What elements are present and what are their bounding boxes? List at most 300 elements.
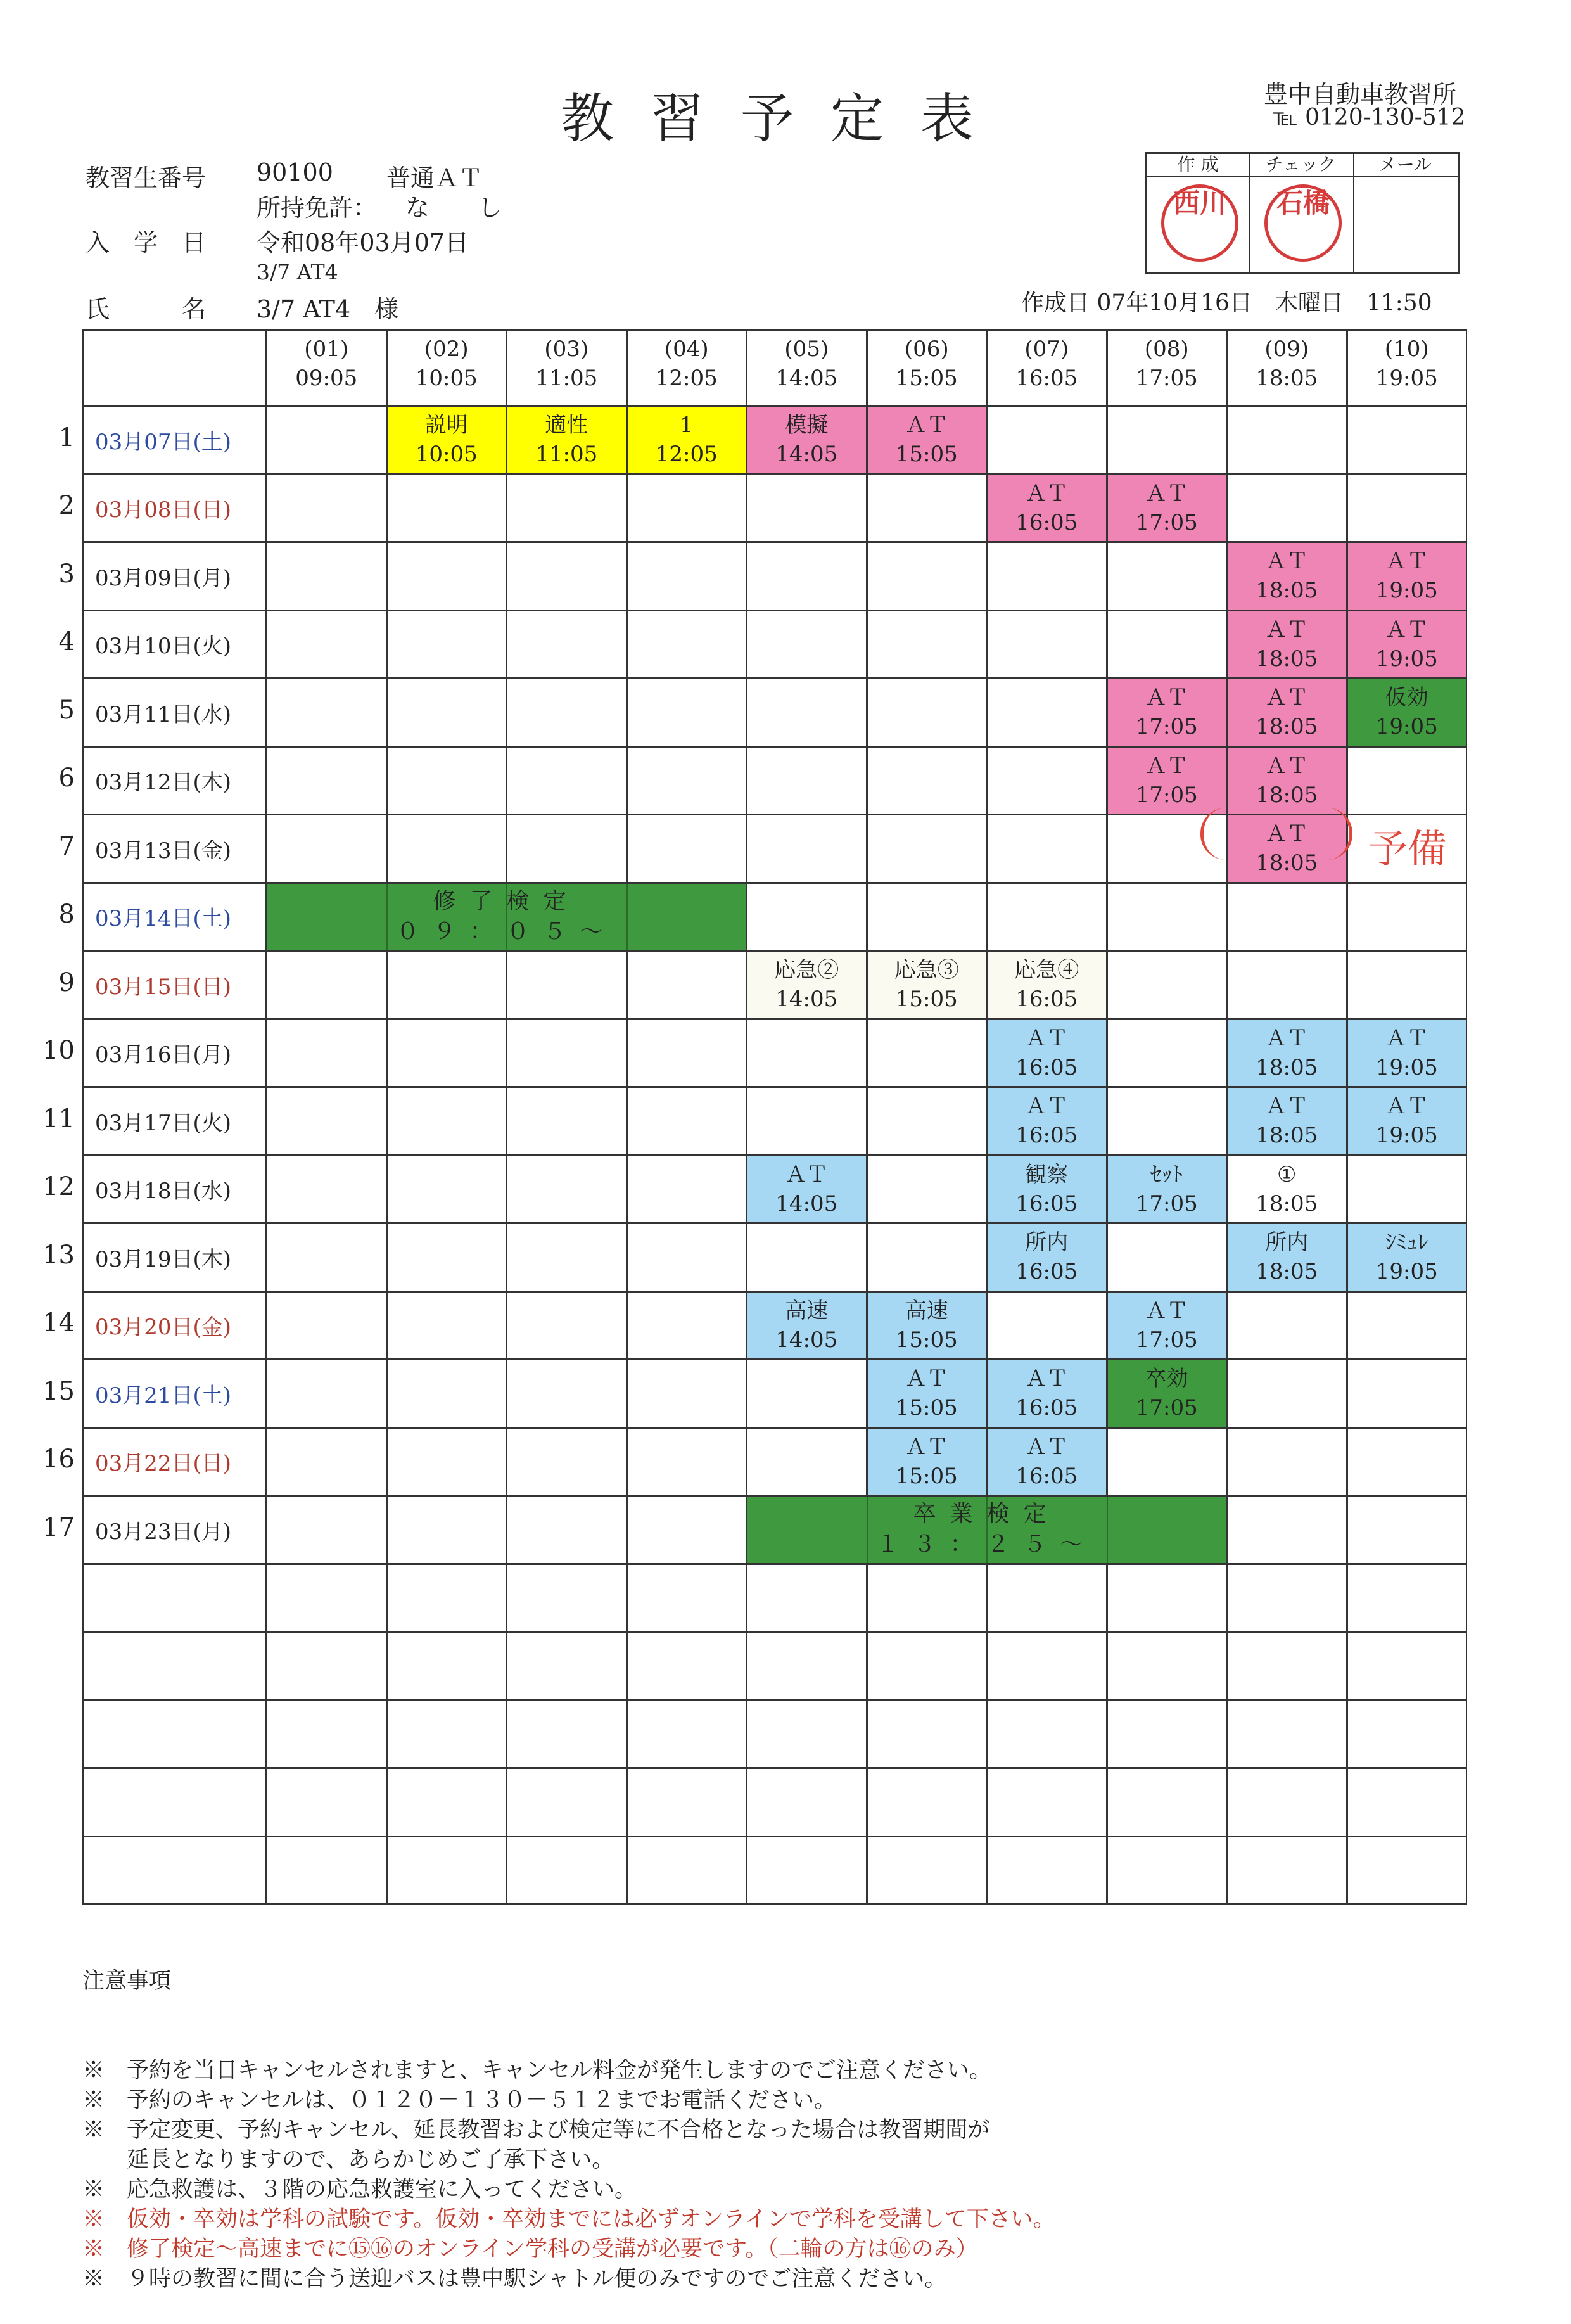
slot-cell[interactable] bbox=[266, 1564, 387, 1633]
slot-cell[interactable] bbox=[386, 1223, 507, 1292]
slot-cell[interactable] bbox=[1107, 883, 1228, 952]
slot-cell[interactable] bbox=[626, 814, 747, 883]
created-date: 作成日 07年10月16日 木曜日 11:50 bbox=[1021, 290, 1432, 316]
slot-cell[interactable] bbox=[1347, 1768, 1468, 1837]
slot-cell[interactable] bbox=[1347, 1359, 1468, 1428]
slot-cell[interactable] bbox=[746, 883, 867, 952]
slot-cell[interactable] bbox=[986, 746, 1107, 815]
slot-cell[interactable] bbox=[386, 1631, 507, 1701]
slot-cell[interactable] bbox=[626, 542, 747, 611]
slot-cell[interactable] bbox=[746, 1359, 867, 1428]
course-type: 普通ＡＴ bbox=[386, 164, 483, 192]
lesson-type: 1 bbox=[679, 412, 694, 438]
lesson-slot[interactable] bbox=[1107, 474, 1228, 543]
slot-cell[interactable] bbox=[386, 474, 507, 543]
lesson-time: 16:05 bbox=[1015, 509, 1078, 535]
lesson-time: 19:05 bbox=[1375, 646, 1438, 672]
slot-cell[interactable] bbox=[386, 1836, 507, 1905]
lesson-slot[interactable] bbox=[986, 474, 1107, 543]
slot-cell[interactable] bbox=[1226, 1700, 1347, 1769]
slot-cell[interactable] bbox=[266, 1087, 387, 1156]
lesson-slot[interactable] bbox=[1107, 1291, 1228, 1360]
slot-cell[interactable] bbox=[1347, 950, 1468, 1019]
exam-block[interactable] bbox=[266, 883, 747, 952]
slot-cell[interactable] bbox=[386, 1564, 507, 1633]
slot-cell[interactable] bbox=[867, 1223, 988, 1292]
lesson-slot[interactable] bbox=[1226, 1019, 1347, 1088]
slot-cell[interactable] bbox=[986, 1631, 1107, 1701]
slot-cell[interactable] bbox=[626, 1836, 747, 1905]
stamp-header-mail: メール bbox=[1353, 154, 1458, 177]
lesson-slot[interactable] bbox=[1226, 610, 1347, 679]
lesson-slot[interactable] bbox=[746, 1155, 867, 1224]
slot-cell[interactable] bbox=[867, 542, 988, 611]
slot-cell[interactable] bbox=[1226, 1291, 1347, 1360]
slot-cell[interactable] bbox=[1347, 1155, 1468, 1224]
lesson-time: 19:05 bbox=[1375, 1259, 1438, 1285]
slot-cell[interactable] bbox=[867, 1836, 988, 1905]
lesson-type: 観察 bbox=[1025, 1161, 1069, 1187]
lesson-time: 18:05 bbox=[1256, 646, 1318, 672]
slot-cell[interactable] bbox=[506, 678, 627, 747]
lesson-type: ＡＴ bbox=[1385, 616, 1428, 642]
date-cell: 03月20日(金) bbox=[82, 1291, 267, 1360]
lesson-slot[interactable] bbox=[986, 1427, 1107, 1497]
date-cell: 03月12日(木) bbox=[82, 746, 267, 815]
slot-cell[interactable] bbox=[506, 746, 627, 815]
slot-cell[interactable] bbox=[1107, 1427, 1228, 1497]
slot-cell[interactable] bbox=[266, 474, 387, 543]
lesson-slot[interactable] bbox=[746, 405, 867, 475]
column-header bbox=[746, 329, 867, 406]
slot-cell[interactable] bbox=[746, 746, 867, 815]
lesson-type: ＡＴ bbox=[1265, 1025, 1309, 1051]
slot-cell[interactable] bbox=[386, 1700, 507, 1769]
row-number: 2 bbox=[58, 491, 75, 521]
lesson-time: 18:05 bbox=[1256, 782, 1318, 808]
slot-cell[interactable] bbox=[1347, 1495, 1468, 1564]
lesson-slot[interactable] bbox=[986, 1087, 1107, 1156]
slot-cell[interactable] bbox=[1226, 1495, 1347, 1564]
lesson-time: 17:05 bbox=[1135, 1395, 1198, 1421]
slot-cell[interactable] bbox=[1226, 950, 1347, 1019]
lesson-time: 19:05 bbox=[1375, 714, 1438, 740]
slot-cell[interactable] bbox=[266, 746, 387, 815]
note-item: ※ 予定変更、予約キャンセル、延長教習および検定等に不合格となった場合は教習期間が bbox=[82, 2117, 990, 2143]
slot-cell[interactable] bbox=[386, 1155, 507, 1224]
lesson-time: 16:05 bbox=[1015, 1123, 1078, 1149]
lesson-slot[interactable] bbox=[986, 1359, 1107, 1428]
lesson-slot[interactable] bbox=[986, 1019, 1107, 1088]
slot-cell[interactable] bbox=[1226, 1359, 1347, 1428]
slot-cell[interactable] bbox=[746, 1564, 867, 1633]
slot-cell[interactable] bbox=[867, 814, 988, 883]
header-corner-cell bbox=[82, 329, 267, 406]
slot-cell[interactable] bbox=[506, 1019, 627, 1088]
lesson-slot[interactable] bbox=[867, 1291, 988, 1360]
slot-cell[interactable] bbox=[266, 1427, 387, 1497]
lesson-slot[interactable] bbox=[746, 1291, 867, 1360]
column-header bbox=[506, 329, 627, 406]
slot-cell[interactable] bbox=[746, 1836, 867, 1905]
slot-cell[interactable] bbox=[1347, 1631, 1468, 1701]
slot-cell[interactable] bbox=[1107, 1564, 1228, 1633]
slot-cell[interactable] bbox=[1226, 1564, 1347, 1633]
lesson-time: 15:05 bbox=[895, 442, 958, 468]
slot-cell[interactable] bbox=[1226, 474, 1347, 543]
handwritten-note: 予備 bbox=[1368, 826, 1447, 872]
student-number: 90100 bbox=[257, 158, 333, 186]
lesson-slot[interactable] bbox=[1347, 610, 1468, 679]
slot-cell[interactable] bbox=[986, 883, 1107, 952]
slot-cell[interactable] bbox=[266, 1223, 387, 1292]
slot-cell[interactable] bbox=[867, 1631, 988, 1701]
note-item: ※ 仮効・卒効は学科の試験です。仮効・卒効までには必ずオンラインで学科を受講して下さい。 bbox=[82, 2207, 1055, 2232]
slot-cell[interactable] bbox=[386, 1768, 507, 1837]
slot-cell[interactable] bbox=[626, 1564, 747, 1633]
date-cell: 03月08日(日) bbox=[82, 474, 267, 543]
lesson-slot[interactable] bbox=[1107, 678, 1228, 747]
slot-cell[interactable] bbox=[626, 1495, 747, 1564]
lesson-type: 卒効 bbox=[1145, 1366, 1188, 1392]
note-item: ※ 予約のキャンセルは、０１２０－１３０－５１２までお電話ください。 bbox=[82, 2088, 837, 2113]
lesson-time: 18:05 bbox=[1256, 1054, 1318, 1080]
lesson-slot[interactable] bbox=[506, 405, 627, 475]
slot-cell[interactable] bbox=[746, 1768, 867, 1837]
period-number: (10) bbox=[1384, 336, 1429, 362]
slot-cell[interactable] bbox=[626, 1155, 747, 1224]
slot-cell[interactable] bbox=[266, 1700, 387, 1769]
lesson-type: ＡＴ bbox=[1025, 480, 1069, 506]
slot-cell[interactable] bbox=[867, 1564, 988, 1633]
lesson-type: ＡＴ bbox=[1385, 549, 1428, 575]
lesson-type: ｼﾐｭﾚ bbox=[1385, 1230, 1428, 1256]
slot-cell[interactable] bbox=[986, 1700, 1107, 1769]
notes-section bbox=[82, 1907, 1055, 2324]
slot-cell[interactable] bbox=[266, 1359, 387, 1428]
slot-cell[interactable] bbox=[626, 610, 747, 679]
slot-cell[interactable] bbox=[1107, 405, 1228, 475]
slot-cell[interactable] bbox=[986, 1291, 1107, 1360]
slot-cell[interactable] bbox=[746, 814, 867, 883]
lesson-slot[interactable] bbox=[1226, 1087, 1347, 1156]
slot-cell[interactable] bbox=[266, 1019, 387, 1088]
slot-cell[interactable] bbox=[506, 610, 627, 679]
lesson-type: 応急② bbox=[774, 957, 839, 983]
lesson-type: ＡＴ bbox=[1385, 1094, 1428, 1120]
period-time: 12:05 bbox=[655, 366, 718, 391]
slot-cell[interactable] bbox=[266, 1768, 387, 1837]
lesson-slot[interactable] bbox=[986, 1223, 1107, 1292]
slot-cell[interactable] bbox=[986, 610, 1107, 679]
slot-cell[interactable] bbox=[386, 1495, 507, 1564]
lesson-slot[interactable] bbox=[867, 950, 988, 1019]
notes-title: 注意事項 bbox=[82, 1969, 172, 1994]
lesson-slot[interactable] bbox=[867, 405, 988, 475]
exam-block[interactable] bbox=[746, 1495, 1227, 1564]
lesson-type: ＡＴ bbox=[1025, 1366, 1069, 1392]
slot-cell[interactable] bbox=[626, 1700, 747, 1769]
slot-cell[interactable] bbox=[506, 1700, 627, 1769]
slot-cell[interactable] bbox=[867, 678, 988, 747]
period-number: (05) bbox=[784, 336, 829, 362]
slot-cell[interactable] bbox=[626, 1427, 747, 1497]
slot-cell[interactable] bbox=[506, 814, 627, 883]
lesson-type: ＡＴ bbox=[905, 1434, 948, 1460]
lesson-slot[interactable] bbox=[1226, 746, 1347, 815]
date-cell: 03月15日(日) bbox=[82, 950, 267, 1019]
slot-cell[interactable] bbox=[1226, 1768, 1347, 1837]
slot-cell[interactable] bbox=[386, 542, 507, 611]
lesson-time: 14:05 bbox=[775, 1191, 838, 1216]
slot-cell[interactable] bbox=[986, 542, 1107, 611]
slot-cell[interactable] bbox=[746, 1700, 867, 1769]
slot-cell[interactable] bbox=[867, 474, 988, 543]
slot-cell[interactable] bbox=[506, 950, 627, 1019]
slot-cell[interactable] bbox=[626, 1087, 747, 1156]
lesson-type: ＡＴ bbox=[1265, 1094, 1309, 1120]
slot-cell[interactable] bbox=[867, 1155, 988, 1224]
row-number: 8 bbox=[58, 900, 75, 929]
slot-cell[interactable] bbox=[986, 814, 1107, 883]
slot-cell[interactable] bbox=[386, 610, 507, 679]
slot-cell[interactable] bbox=[626, 1291, 747, 1360]
slot-cell[interactable] bbox=[626, 1768, 747, 1837]
slot-cell[interactable] bbox=[266, 405, 387, 475]
slot-cell[interactable] bbox=[266, 610, 387, 679]
lesson-slot[interactable] bbox=[986, 950, 1107, 1019]
slot-cell[interactable] bbox=[746, 1223, 867, 1292]
slot-cell[interactable] bbox=[986, 1564, 1107, 1633]
lesson-slot[interactable] bbox=[746, 950, 867, 1019]
slot-cell[interactable] bbox=[506, 1087, 627, 1156]
slot-cell[interactable] bbox=[867, 1768, 988, 1837]
slot-cell[interactable] bbox=[386, 1359, 507, 1428]
lesson-slot[interactable] bbox=[1107, 1359, 1228, 1428]
slot-cell[interactable] bbox=[746, 678, 867, 747]
note-item: ※ ９時の教習に間に合う送迎バスは豊中駅シャトル便のみですのでご注意ください。 bbox=[82, 2266, 947, 2292]
slot-cell[interactable] bbox=[1107, 1836, 1228, 1905]
slot-cell[interactable] bbox=[506, 1223, 627, 1292]
slot-cell[interactable] bbox=[1347, 1427, 1468, 1497]
date-cell: 03月09日(月) bbox=[82, 542, 267, 611]
slot-cell[interactable] bbox=[266, 950, 387, 1019]
slot-cell[interactable] bbox=[867, 883, 988, 952]
slot-cell[interactable] bbox=[626, 1359, 747, 1428]
lesson-slot[interactable] bbox=[1347, 1087, 1468, 1156]
slot-cell[interactable] bbox=[1226, 1836, 1347, 1905]
slot-cell[interactable] bbox=[1107, 1223, 1228, 1292]
slot-cell[interactable] bbox=[867, 1700, 988, 1769]
slot-cell[interactable] bbox=[1107, 1087, 1228, 1156]
slot-cell[interactable] bbox=[1347, 746, 1468, 815]
lesson-slot[interactable] bbox=[1107, 746, 1228, 815]
lesson-time: 17:05 bbox=[1135, 1191, 1198, 1216]
slot-cell[interactable] bbox=[386, 1019, 507, 1088]
row-number: 10 bbox=[42, 1036, 75, 1066]
lesson-slot[interactable] bbox=[1347, 1223, 1468, 1292]
lesson-slot[interactable] bbox=[1347, 542, 1468, 611]
slot-cell[interactable] bbox=[746, 1087, 867, 1156]
lesson-type: ｾｯﾄ bbox=[1150, 1161, 1183, 1187]
license-value: な し bbox=[405, 194, 502, 222]
slot-cell[interactable] bbox=[506, 542, 627, 611]
slot-cell[interactable] bbox=[1226, 1427, 1347, 1497]
slot-cell[interactable] bbox=[386, 1087, 507, 1156]
lesson-slot[interactable] bbox=[1347, 678, 1468, 747]
page-title: 教習予定表 bbox=[560, 87, 1010, 150]
slot-cell[interactable] bbox=[746, 1019, 867, 1088]
lesson-type: ＡＴ bbox=[1265, 685, 1309, 711]
slot-cell[interactable] bbox=[746, 610, 867, 679]
slot-cell[interactable] bbox=[266, 1291, 387, 1360]
period-time: 17:05 bbox=[1135, 366, 1198, 391]
date-cell bbox=[82, 1836, 267, 1905]
slot-cell[interactable] bbox=[1107, 1019, 1228, 1088]
lesson-time: 10:05 bbox=[415, 442, 478, 468]
date-cell: 03月10日(火) bbox=[82, 610, 267, 679]
row-number: 14 bbox=[42, 1308, 75, 1338]
stamp-header-check: チェック bbox=[1249, 154, 1353, 177]
slot-cell[interactable] bbox=[986, 678, 1107, 747]
slot-cell[interactable] bbox=[986, 1768, 1107, 1837]
slot-cell[interactable] bbox=[266, 542, 387, 611]
date-cell: 03月11日(水) bbox=[82, 678, 267, 747]
lesson-slot[interactable] bbox=[1226, 678, 1347, 747]
slot-cell[interactable] bbox=[626, 746, 747, 815]
slot-cell[interactable] bbox=[506, 1768, 627, 1837]
period-time: 15:05 bbox=[895, 366, 958, 391]
slot-cell[interactable] bbox=[1107, 950, 1228, 1019]
period-number: (07) bbox=[1024, 336, 1069, 362]
slot-cell[interactable] bbox=[746, 542, 867, 611]
period-time: 10:05 bbox=[415, 366, 478, 391]
lesson-slot[interactable] bbox=[626, 405, 747, 475]
slot-cell[interactable] bbox=[626, 1223, 747, 1292]
slot-cell[interactable] bbox=[386, 746, 507, 815]
slot-cell[interactable] bbox=[506, 1359, 627, 1428]
lesson-slot[interactable] bbox=[386, 405, 507, 475]
lesson-slot[interactable] bbox=[1226, 1223, 1347, 1292]
exam-time: ０９：０５～ bbox=[396, 918, 617, 945]
slot-cell[interactable] bbox=[386, 950, 507, 1019]
lesson-type: ＡＴ bbox=[1145, 753, 1188, 779]
slot-cell[interactable] bbox=[506, 1836, 627, 1905]
date-cell: 03月16日(月) bbox=[82, 1019, 267, 1088]
lesson-slot[interactable] bbox=[867, 1359, 988, 1428]
note-item: 延長となりますので、あらかじめご了承下さい。 bbox=[82, 2147, 614, 2173]
slot-cell[interactable] bbox=[1226, 883, 1347, 952]
lesson-type: 応急④ bbox=[1014, 957, 1079, 983]
slot-cell[interactable] bbox=[1347, 405, 1468, 475]
slot-cell[interactable] bbox=[266, 1836, 387, 1905]
slot-cell[interactable] bbox=[386, 678, 507, 747]
slot-cell[interactable] bbox=[1107, 1700, 1228, 1769]
slot-cell[interactable] bbox=[626, 474, 747, 543]
lesson-time: 18:05 bbox=[1256, 1191, 1318, 1216]
slot-cell[interactable] bbox=[506, 474, 627, 543]
slot-cell[interactable] bbox=[266, 1495, 387, 1564]
slot-cell[interactable] bbox=[746, 474, 867, 543]
lesson-slot[interactable] bbox=[1347, 1019, 1468, 1088]
slot-cell[interactable] bbox=[266, 1155, 387, 1224]
period-number: (03) bbox=[544, 336, 589, 362]
slot-cell[interactable] bbox=[867, 1087, 988, 1156]
slot-cell[interactable] bbox=[1347, 1700, 1468, 1769]
lesson-slot[interactable] bbox=[986, 1155, 1107, 1224]
slot-cell[interactable] bbox=[266, 814, 387, 883]
row-number: 3 bbox=[58, 559, 75, 589]
lesson-slot[interactable] bbox=[867, 1427, 988, 1497]
slot-cell[interactable] bbox=[506, 1427, 627, 1497]
slot-cell[interactable] bbox=[746, 1427, 867, 1497]
row-number: 15 bbox=[42, 1376, 75, 1406]
slot-cell[interactable] bbox=[506, 1631, 627, 1701]
slot-cell[interactable] bbox=[386, 814, 507, 883]
slot-cell[interactable] bbox=[386, 1291, 507, 1360]
date-cell: 03月14日(土) bbox=[82, 883, 267, 952]
slot-cell[interactable] bbox=[986, 405, 1107, 475]
slot-cell[interactable] bbox=[1226, 1631, 1347, 1701]
period-number: (09) bbox=[1264, 336, 1309, 362]
slot-cell[interactable] bbox=[1107, 1768, 1228, 1837]
slot-cell[interactable] bbox=[266, 678, 387, 747]
slot-cell[interactable] bbox=[626, 950, 747, 1019]
slot-cell[interactable] bbox=[1107, 542, 1228, 611]
slot-cell[interactable] bbox=[1226, 405, 1347, 475]
slot-cell[interactable] bbox=[1107, 1631, 1228, 1701]
slot-cell[interactable] bbox=[506, 1564, 627, 1633]
lesson-slot[interactable] bbox=[1107, 1155, 1228, 1224]
slot-cell[interactable] bbox=[1347, 1836, 1468, 1905]
slot-cell[interactable] bbox=[386, 1427, 507, 1497]
handwritten-parenthesis bbox=[1200, 808, 1352, 860]
slot-cell[interactable] bbox=[506, 1291, 627, 1360]
slot-cell[interactable] bbox=[1107, 610, 1228, 679]
slot-cell[interactable] bbox=[746, 1631, 867, 1701]
slot-cell[interactable] bbox=[626, 678, 747, 747]
slot-cell[interactable] bbox=[506, 1155, 627, 1224]
lesson-type: ＡＴ bbox=[1025, 1094, 1069, 1120]
slot-cell[interactable] bbox=[266, 1631, 387, 1701]
lesson-time: 18:05 bbox=[1256, 1259, 1318, 1285]
date-cell: 03月22日(日) bbox=[82, 1427, 267, 1497]
slot-cell[interactable] bbox=[867, 610, 988, 679]
date-cell bbox=[82, 1631, 267, 1701]
slot-cell[interactable] bbox=[867, 1019, 988, 1088]
period-time: 16:05 bbox=[1015, 366, 1078, 391]
slot-cell[interactable] bbox=[867, 746, 988, 815]
lesson-slot[interactable] bbox=[1226, 1155, 1347, 1224]
slot-cell[interactable] bbox=[506, 1495, 627, 1564]
slot-cell[interactable] bbox=[986, 1836, 1107, 1905]
slot-cell[interactable] bbox=[1347, 1564, 1468, 1633]
slot-cell[interactable] bbox=[1347, 883, 1468, 952]
row-number: 11 bbox=[42, 1104, 75, 1133]
slot-cell[interactable] bbox=[626, 1019, 747, 1088]
slot-cell[interactable] bbox=[626, 1631, 747, 1701]
lesson-time: 16:05 bbox=[1015, 986, 1078, 1012]
slot-cell[interactable] bbox=[1347, 474, 1468, 543]
seal-stamp: 石橋 bbox=[1264, 184, 1342, 262]
lesson-type: ＡＴ bbox=[1145, 1298, 1188, 1324]
column-header bbox=[266, 329, 387, 406]
school-name: 豊中自動車教習所 bbox=[1264, 80, 1457, 108]
lesson-slot[interactable] bbox=[1226, 542, 1347, 611]
lesson-type: ＡＴ bbox=[1265, 753, 1309, 779]
lesson-time: 14:05 bbox=[775, 986, 838, 1012]
slot-cell[interactable] bbox=[1347, 1291, 1468, 1360]
